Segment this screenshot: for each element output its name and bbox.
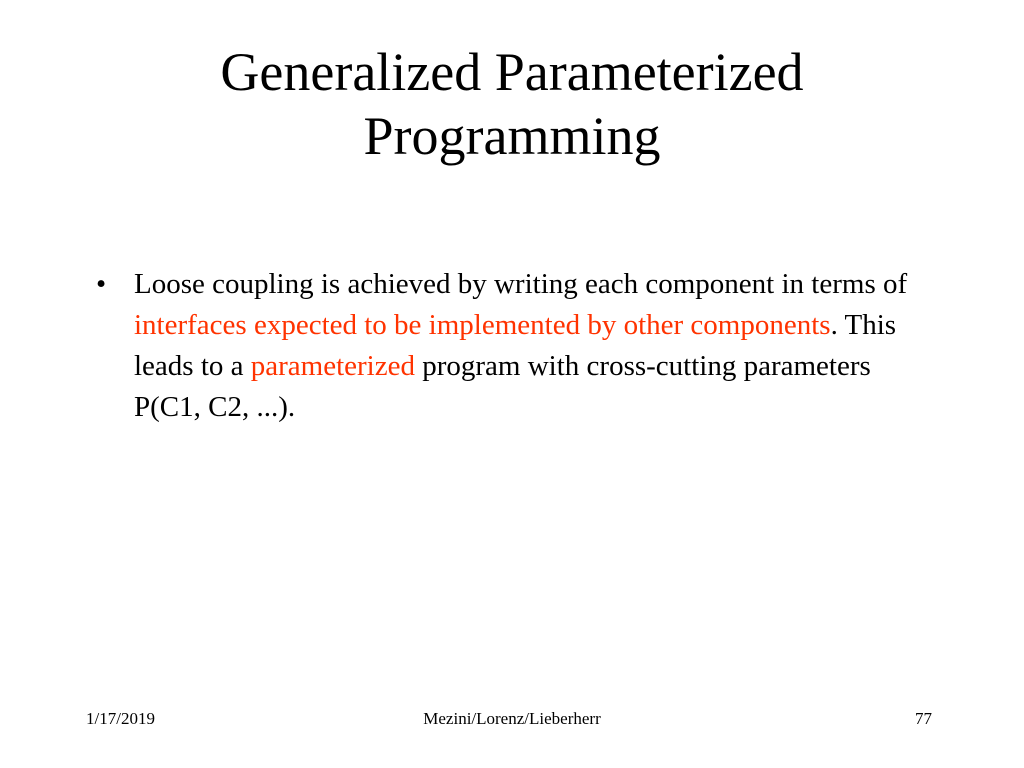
title-line-1: Generalized Parameterized [220,42,804,102]
bullet-text-part-2: . This leads to a [134,309,897,382]
bullet-icon: • [96,268,107,300]
footer-page-number: 77 [915,709,932,728]
bullet-text-part-3: program with cross-cutting parameters P(C1, C2, ...). [134,350,871,423]
footer-date: 1/17/2019 [86,709,155,728]
slide-title [80,40,944,168]
bullet-item [96,264,936,428]
footer-authors: Mezini/Lorenz/Lieberherr [423,709,601,728]
title-line-2: Programming [363,106,661,166]
bullet-highlight-parameterized: parameterized [250,350,415,382]
slide-body [96,264,936,428]
bullet-text-part-1: Loose coupling is achieved by writing each component in terms of [134,268,908,300]
bullet-highlight-interfaces: interfaces expected to be implemented by other components [134,309,831,341]
